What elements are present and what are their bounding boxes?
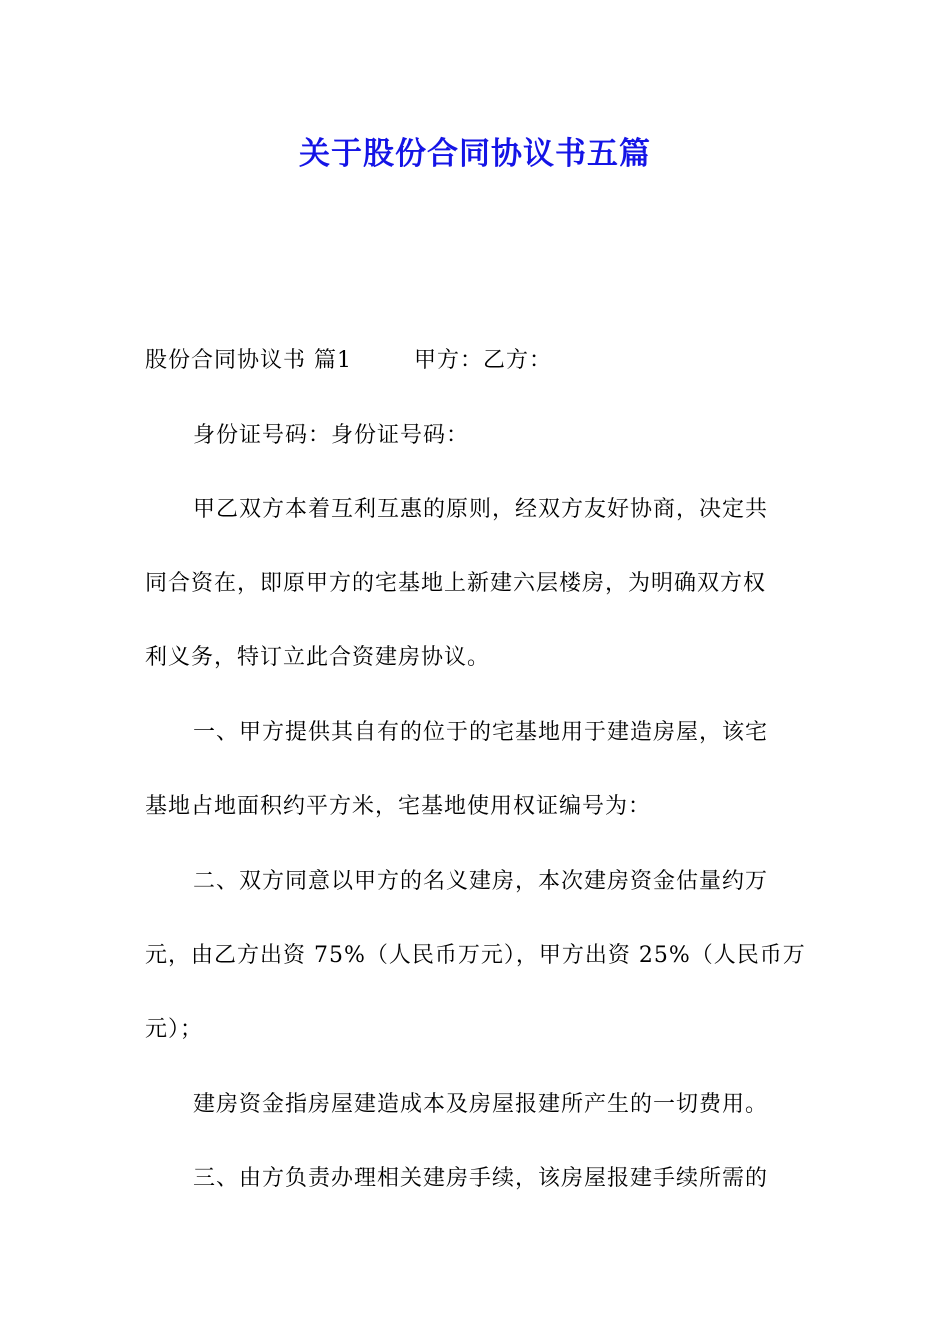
clause-3-line-1: 三、由方负责办理相关建房手续，该房屋报建手续所需的: [193, 1166, 769, 1191]
clause-2-line-3: 元）；: [145, 1017, 204, 1042]
clause-1-line-1: 一、甲方提供其自有的位于的宅基地用于建造房屋，该宅: [193, 720, 769, 745]
funding-definition-line: 建房资金指房屋建造成本及房屋报建所产生的一切费用。: [193, 1092, 769, 1117]
paragraph-intro-line-2: 同合资在，即原甲方的宅基地上新建六层楼房，为明确双方权: [145, 571, 767, 596]
clause-2-line-2: 元，由乙方出资 75%（人民币万元），甲方出资 25%（人民币万: [145, 943, 806, 968]
paragraph-intro-line-1: 甲乙双方本着互利互惠的原则，经双方友好协商，决定共: [193, 497, 769, 522]
document-title: 关于股份合同协议书五篇: [299, 136, 651, 172]
id-number-line: 身份证号码：身份证号码：: [193, 423, 470, 448]
clause-1-line-2: 基地占地面积约平方米，宅基地使用权证编号为：: [145, 794, 652, 819]
section-heading-line: [145, 346, 815, 376]
section-heading: 股份合同协议书 篇1: [145, 348, 352, 373]
party-labels: 甲方：乙方：: [414, 348, 553, 373]
paragraph-intro-line-3: 利义务，特订立此合资建房协议。: [145, 645, 491, 670]
clause-2-line-1: 二、双方同意以甲方的名义建房，本次建房资金估量约万: [193, 869, 769, 894]
